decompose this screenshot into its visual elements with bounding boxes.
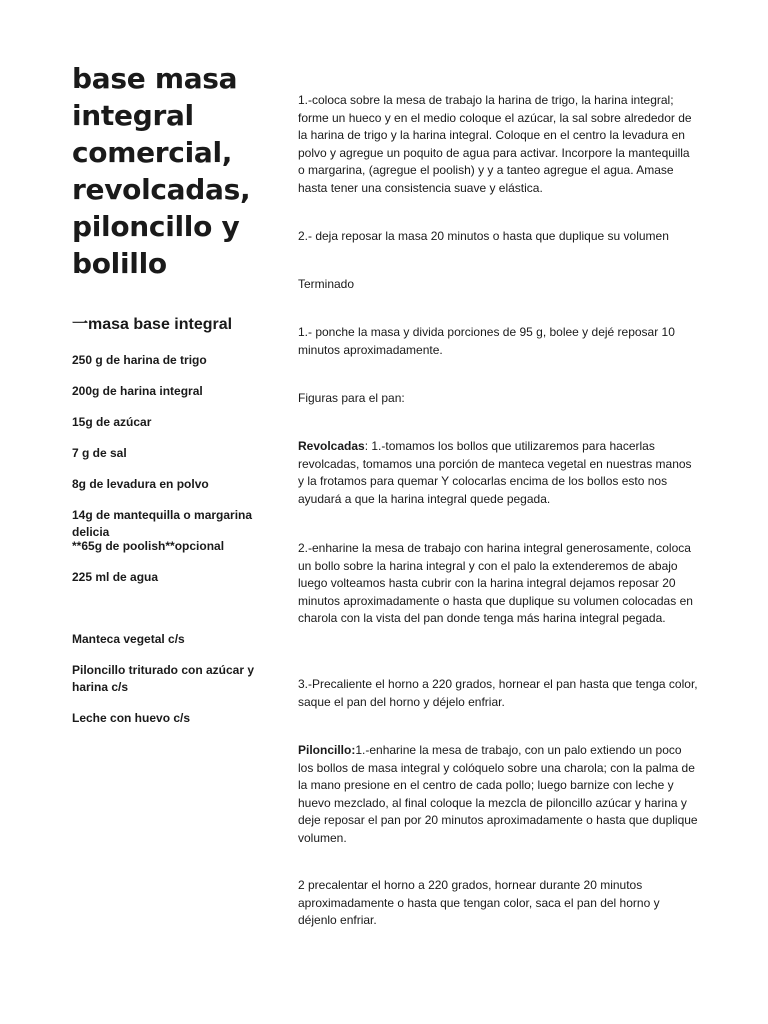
ingredient-item: Piloncillo triturado con azúcar y harina c/s (72, 663, 255, 694)
ingredient-item: Manteca vegetal c/s (72, 632, 185, 646)
recipe-title: base masa integral comercial, revolcadas, piloncillo y bolillo (72, 62, 251, 280)
ingredient-item: 250 g de harina de trigo (72, 353, 207, 367)
ingredient-item: 200g de harina integral (72, 384, 203, 398)
revolcadas-label: Revolcadas (298, 439, 365, 453)
step-paragraph: 2 precalentar el horno a 220 grados, hornear durante 20 minutos aproximadamente o hasta que tengan color, saca el pan del horno y déjenlo enfriar. (298, 878, 660, 927)
step-paragraph: 2.- deja reposar la masa 20 minutos o hasta que duplique su volumen (298, 229, 669, 243)
ingredient-item: 7 g de sal (72, 446, 127, 460)
ingredient-item: Leche con huevo c/s (72, 711, 191, 725)
ingredient-item: 225 ml de agua (72, 570, 159, 584)
piloncillo-text: 1.-enharine la mesa de trabajo, con un palo extiendo un poco los bollos de masa integral y colóquelo sobre una charola; con la palma de la mano presione en el centro de cada pollo; luego barnize con leche y huevo mezclado, al final coloque la mezcla de piloncillo azúcar y harina y deje reposar el pan por 20 minutos aproximadamente o hasta que duplique volumen. (298, 743, 698, 845)
step-paragraph-revolcadas (298, 438, 698, 508)
ingredient-item: 15g de azúcar (72, 415, 152, 429)
piloncillo-label: Piloncillo: (298, 743, 356, 757)
section-heading-figuras: Figuras para el pan: (298, 391, 405, 405)
step-paragraph: 1.- ponche la masa y divida porciones de 95 g, bolee y dejé reposar 10 minutos aproximadamente. (298, 325, 675, 357)
ingredients-subtitle: 一masa base integral (72, 316, 233, 333)
ingredient-item: 14g de mantequilla o margarina delicia (72, 508, 253, 539)
revolcadas-text: : 1.-tomamos los bollos que utilizaremos para hacerlas revolcadas, tomamos una porción de manteca vegetal en nuestras manos y la frotamos para quemar Y colocarlas encima de los bollos esto nos ayudará a que la harina integral quede pegada. (298, 439, 692, 506)
ingredient-item: **65g de poolish**opcional (72, 539, 225, 553)
ingredient-item: 8g de levadura en polvo (72, 477, 209, 491)
step-paragraph-piloncillo (298, 742, 698, 847)
step-paragraph: 1.-coloca sobre la mesa de trabajo la harina de trigo, la harina integral; forme un hueco y en el medio coloque el azúcar, la sal sobre alrededor de la harina de trigo y la harina integral. Coloque en el centro la levadura en polvo y agregue un poquito de agua para activar. Incorpore la mantequilla o margarina, (agregue el poolish) y y a tanteo agregue el agua. Amase hasta tener una consistencia suave y elástica. (298, 93, 692, 195)
step-paragraph: 3.-Precaliente el horno a 220 grados, hornear el pan hasta que tenga color, saque el pan del horno y déjelo enfriar. (298, 677, 698, 709)
step-paragraph: 2.-enharine la mesa de trabajo con harina integral generosamente, coloca un bollo sobre la harina integral y con el palo la extenderemos de abajo luego volteamos hasta cubrir con la harina integral dejamos reposar 20 minutos aproximadamente o hasta que duplique su volumen colocadas en charola con la vista del pan donde tenga más harina integral pegada. (298, 541, 693, 625)
section-heading-terminado: Terminado (298, 277, 355, 291)
recipe-header-column (72, 60, 292, 725)
